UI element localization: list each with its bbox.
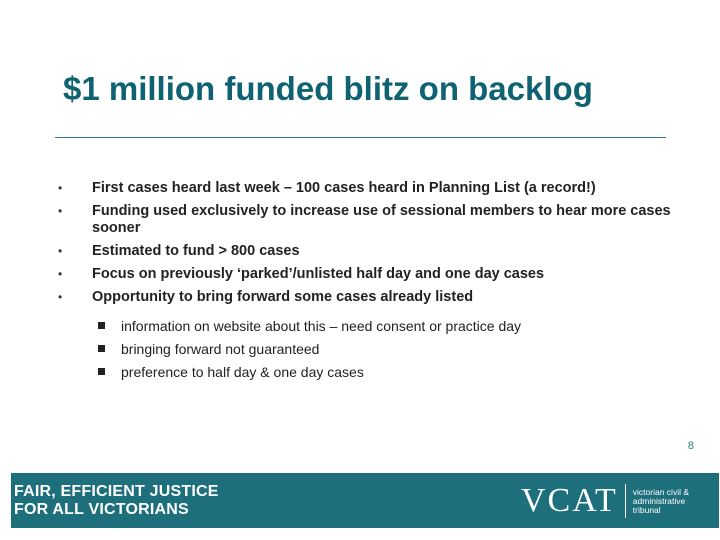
bullet-text: Funding used exclusively to increase use of sessional members to hear more cases sooner — [92, 203, 671, 236]
bullet-item — [58, 289, 678, 306]
page-number: 8 — [687, 440, 694, 452]
logo-subtitle-line: administrative — [632, 495, 686, 506]
bullet-text: Estimated to fund > 800 cases — [92, 243, 300, 259]
sub-bullet-text: bringing forward not guaranteed — [121, 341, 320, 357]
bullet-dot-icon: • — [58, 204, 63, 218]
sub-bullet-item — [98, 341, 521, 358]
bullet-item — [58, 266, 678, 283]
bullet-list — [58, 180, 678, 312]
bullet-text: First cases heard last week – 100 cases heard in Planning List (a record!) — [92, 180, 596, 196]
sub-bullet-list — [98, 318, 521, 387]
bullet-dot-icon: • — [58, 244, 63, 258]
bullet-dot-icon: • — [58, 181, 63, 195]
vcat-logo — [521, 481, 697, 521]
sub-bullet-item — [98, 318, 521, 335]
footer-tagline-line: FOR ALL VICTORIANS — [14, 501, 189, 518]
logo-wordmark: VCAT — [521, 482, 618, 519]
bullet-text: Focus on previously ‘parked’/unlisted half day and one day cases — [92, 266, 545, 282]
logo-subtitle-line: victorian civil & — [632, 486, 690, 497]
page-title: $1 million funded blitz on backlog — [63, 70, 593, 107]
square-bullet-icon — [98, 368, 105, 375]
bullet-dot-icon: • — [58, 267, 63, 281]
bullet-item — [58, 180, 678, 197]
square-bullet-icon — [98, 322, 105, 329]
title-divider — [55, 137, 666, 138]
bullet-text: Opportunity to bring forward some cases already listed — [92, 289, 474, 305]
bullet-item — [58, 243, 678, 260]
sub-bullet-text: information on website about this – need consent or practice day — [121, 318, 522, 334]
bullet-dot-icon: • — [58, 290, 63, 304]
sub-bullet-item — [98, 364, 521, 381]
sub-bullet-text: preference to half day & one day cases — [121, 364, 364, 380]
logo-subtitle-line: tribunal — [632, 504, 661, 515]
footer-tagline — [14, 483, 219, 519]
logo-divider — [625, 484, 626, 518]
bullet-item — [58, 203, 678, 237]
square-bullet-icon — [98, 345, 105, 352]
footer-tagline-line: FAIR, EFFICIENT JUSTICE — [14, 483, 219, 500]
footer-banner — [11, 473, 719, 528]
logo-subtitle — [633, 488, 697, 515]
